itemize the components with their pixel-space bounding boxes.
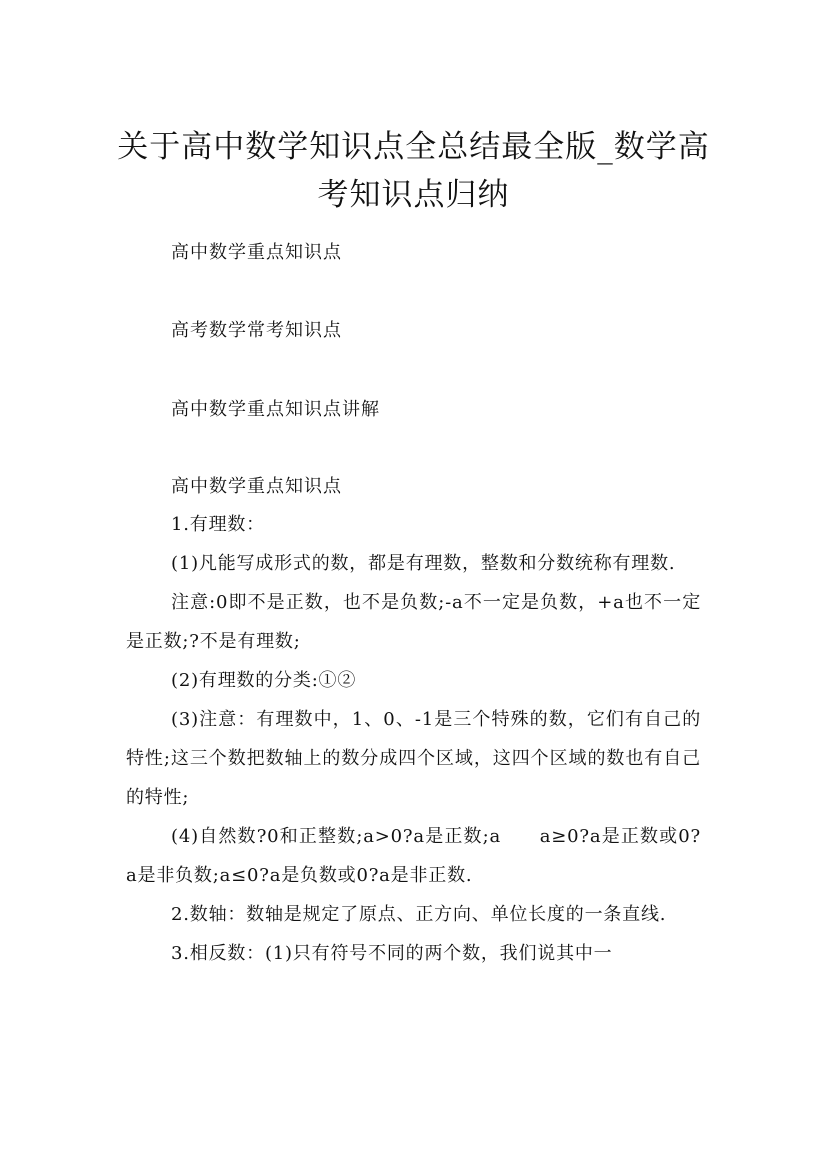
paragraph: 注意:0即不是正数，也不是负数;-a不一定是负数，+a也不一定是正数;?不是有理数; xyxy=(126,592,701,652)
section-heading: 高考数学常考知识点 xyxy=(171,320,342,341)
paragraph: (1)凡能写成形式的数，都是有理数，整数和分数统称有理数. xyxy=(171,553,676,574)
document-body xyxy=(126,505,701,973)
paragraph: (3)注意：有理数中，1、0、-1是三个特殊的数，它们有自己的特性;这三个数把数轴上的数分成四个区域，这四个区域的数也有自己的特性; xyxy=(126,709,701,808)
paragraph: (4)自然数?0和正整数;a>0?a是正数;a a≥0?a是正数或0?a是非负数;a≤0?a是负数或0?a是非正数. xyxy=(126,826,701,886)
paragraph: 3.相反数：(1)只有符号不同的两个数，我们说其中一 xyxy=(171,943,613,964)
document-title xyxy=(100,123,727,219)
paragraph: 2.数轴：数轴是规定了原点、正方向、单位长度的一条直线. xyxy=(171,904,667,925)
section-heading: 高中数学重点知识点讲解 xyxy=(171,399,380,420)
paragraph: (2)有理数的分类:①② xyxy=(171,670,357,691)
section-heading: 高中数学重点知识点 xyxy=(171,476,342,497)
paragraph: 1.有理数： xyxy=(171,514,265,535)
title-line-1: 关于高中数学知识点全总结最全版_数学高 xyxy=(117,128,710,165)
title-line-2: 考知识点归纳 xyxy=(317,176,510,213)
section-heading: 高中数学重点知识点 xyxy=(171,242,342,263)
